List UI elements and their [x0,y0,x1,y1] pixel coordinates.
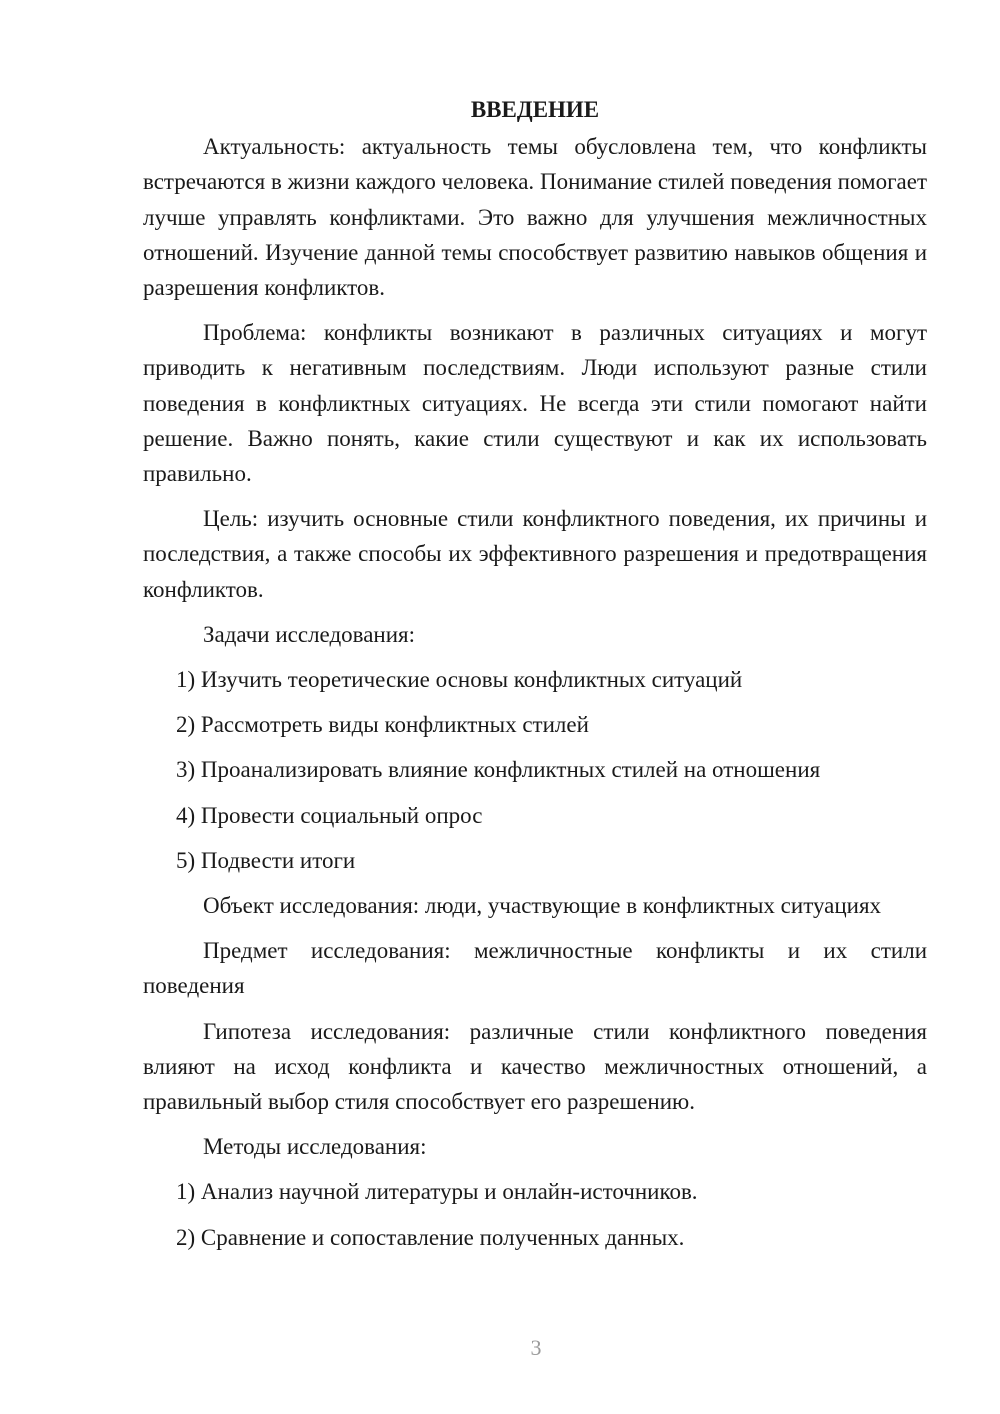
relevance-paragraph: Актуальность: актуальность темы обусловлена тем, что конфликты встречаются в жизни каждого человека. Понимание стилей поведения помогает лучше управлять конфликтами. Это важно для улучшения межличностных отношений. Изучение данной темы способствует развитию навыков общения и разрешения конфликтов. [143,134,927,301]
list-item: 1) Изучить теоретические основы конфликтных ситуаций [176,667,743,693]
list-item: 4) Провести социальный опрос [176,802,483,828]
page-number: 3 [530,1335,542,1360]
problem-paragraph: Проблема: конфликты возникают в различных ситуациях и могут приводить к негативным последствиям. Люди используют разные стили поведения в конфликтных ситуациях. Не всегда эти стили помогают найти решение. Важно понять, какие стили существуют и как их использовать правильно. [143,320,927,487]
methods-list [143,1174,927,1254]
tasks-title: Задачи исследования: [203,621,416,647]
list-item: 2) Рассмотреть виды конфликтных стилей [176,712,589,738]
page-title: ВВЕДЕНИЕ [470,97,600,122]
methods-title: Методы исследования: [203,1134,427,1160]
tasks-list [143,662,927,878]
list-item: 5) Подвести итоги [176,847,356,873]
hypothesis-paragraph: Гипотеза исследования: различные стили конфликтного поведения влияют на исход конфликта и качество межличностных отношений, а правильный выбор стиля способствует его разрешению. [143,1018,927,1115]
list-item: 2) Сравнение и сопоставление полученных данных. [176,1224,685,1250]
subject-paragraph: Предмет исследования: межличностные конфликты и их стили поведения [143,938,927,999]
goal-paragraph: Цель: изучить основные стили конфликтного поведения, их причины и последствия, а также способы их эффективного разрешения и предотвращения конфликтов. [143,506,927,602]
list-item: 3) Проанализировать влияние конфликтных стилей на отношения [176,757,821,783]
object-paragraph: Объект исследования: люди, участвующие в конфликтных ситуациях [203,893,882,919]
page-content [143,92,927,1265]
list-item: 1) Анализ научной литературы и онлайн-источников. [176,1179,698,1205]
